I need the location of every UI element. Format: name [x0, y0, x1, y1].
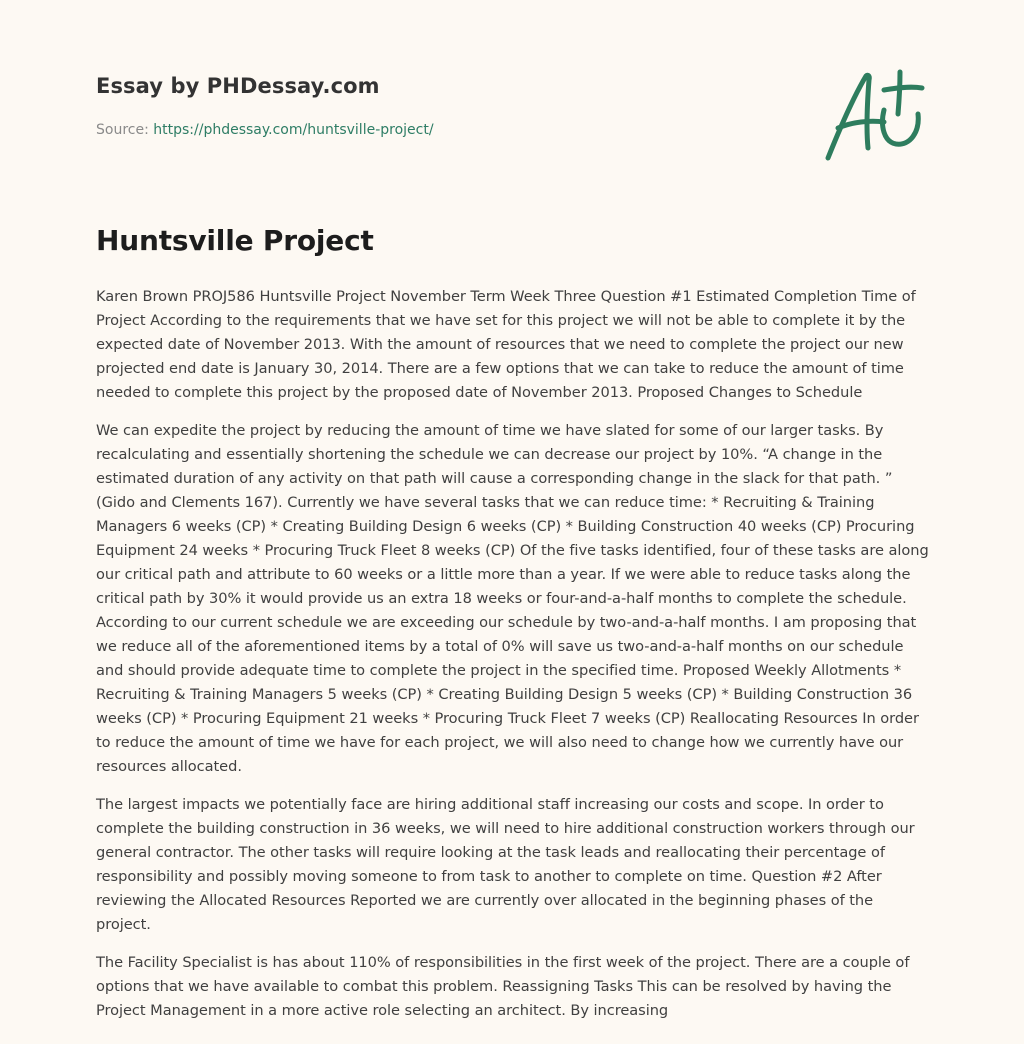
page-title: Huntsville Project [96, 224, 374, 257]
essay-body [96, 285, 932, 1037]
essay-paragraph: We can expedite the project by reducing the amount of time we have slated for some of our larger tasks. By recalculating and essentially shortening the schedule we can decrease our project by 10%. “A change in the estimated duration of any activity on that path will cause a corresponding change in the slack for that path. ” (Gido and Clements 167). Currently we have several tasks that we can reduce time: * Recruiting & Training Managers 6 weeks (CP) * Creating Building Design 6 weeks (CP) * Building Construction 40 weeks (CP) Procuring Equipment 24 weeks * Procuring Truck Fleet 8 weeks (CP) Of the five tasks identified, four of these tasks are along our critical path and attribute to 60 weeks or a little more than a year. If we were able to reduce tasks along the critical path by 30% it would provide us an extra 18 weeks or four-and-a-half months to complete the schedule. According to our current schedule we are exceeding our schedule by two-and-a-half months. I am proposing that we reduce all of the aforementioned items by a total of 0% will save us two-and-a-half months on our schedule and should provide adequate time to complete the project in the specified time. Proposed Weekly Allotments * Recruiting & Training Managers 5 weeks (CP) * Creating Building Design 5 weeks (CP) * Building Construction 36 weeks (CP) * Procuring Equipment 21 weeks * Procuring Truck Fleet 7 weeks (CP) Reallocating Resources In order to reduce the amount of time we have for each project, we will also need to change how we currently have our resources allocated. [96, 422, 929, 775]
source-line [96, 122, 796, 138]
essay-paragraph: The largest impacts we potentially face are hiring additional staff increasing our costs and scope. In order to complete the building construction in 36 weeks, we will need to hire additional construction workers through our general contractor. The other tasks will require looking at the task leads and reallocating their percentage of responsibility and possibly moving someone to from task to another to complete on time. Question #2 After reviewing the Allocated Resources Reported we are currently over allocated in the beginning phases of the project. [96, 796, 915, 933]
source-label: Source: [96, 122, 149, 138]
source-link[interactable]: https://phdessay.com/huntsville-project/ [153, 122, 434, 138]
essay-paragraph: The Facility Specialist is has about 110% of responsibilities in the first week of the project. There are a couple of options that we have available to combat this problem. Reassigning Tasks This can be resolved by having the Project Management in a more active role selecting an architect. By increasing [96, 954, 910, 1019]
site-title: Essay by PHDessay.com [96, 74, 380, 98]
site-header [96, 74, 796, 138]
essay-paragraph: Karen Brown PROJ586 Huntsville Project November Term Week Three Question #1 Estimated Completion Time of Project According to the requirements that we have set for this project we will not be able to complete it by the expected date of November 2013. With the amount of resources that we need to complete the project our new projected end date is January 30, 2014. There are a few options that we can take to reduce the amount of time needed to complete this project by the proposed date of November 2013. Proposed Changes to Schedule [96, 288, 916, 401]
a-plus-logo-icon [822, 66, 928, 166]
